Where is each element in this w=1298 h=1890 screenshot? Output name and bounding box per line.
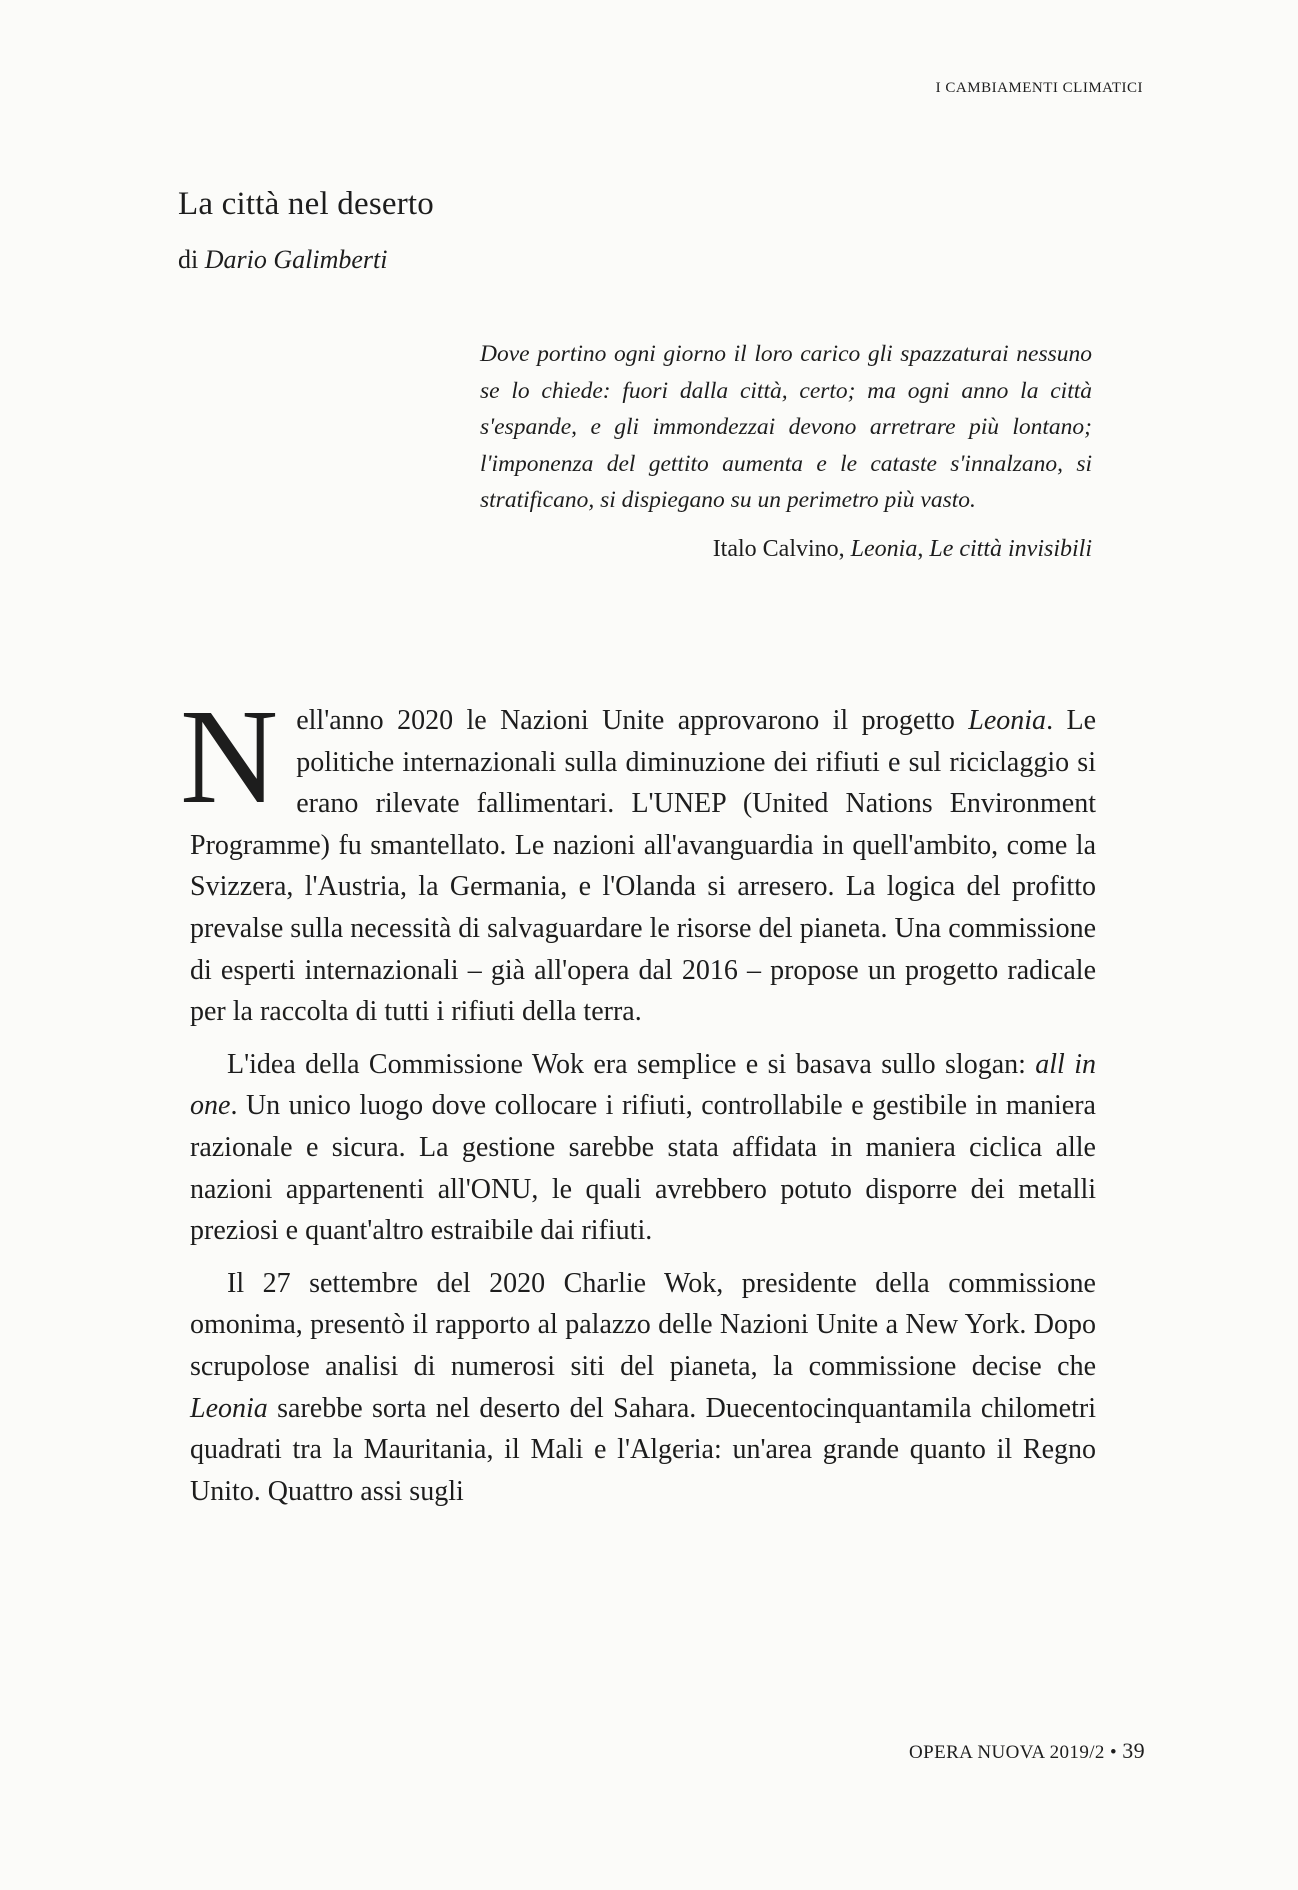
- footer-separator: •: [1109, 1742, 1118, 1763]
- author-name: Dario Galimberti: [204, 245, 388, 274]
- paragraph-2: [190, 1044, 1096, 1252]
- paragraph-3-text-a: Il 27 settembre del 2020 Charlie Wok, presidente della commissione omonima, presentò il rapporto al palazzo delle Nazioni Unite a New York. Dopo scrupolose analisi di numerosi siti del pianeta, la commissione decise che: [190, 1267, 1096, 1382]
- running-head: I CAMBIAMENTI CLIMATICI: [935, 80, 1143, 96]
- epigraph-source-author: Italo Calvino,: [712, 535, 851, 562]
- byline-prefix: di: [178, 245, 205, 274]
- epigraph-source-work-1: Leonia: [850, 535, 918, 562]
- epigraph-source-work-2: Le città invisibili: [929, 535, 1092, 562]
- epigraph: [480, 336, 1092, 568]
- paragraph-1: [180, 682, 1096, 1033]
- journal-issue: OPERA NUOVA 2019/2: [908, 1742, 1105, 1763]
- epigraph-text: Dove portino ogni giorno il loro carico gli spazzaturai nessuno se lo chiede: fuori dalla città, certo; ma ogni anno la città s'espande, e gli immondezzai devono arretrare più lontano; l'imponenza del gettito aumenta e le cataste s'innalzano, si stratificano, si dispiegano su un perimetro più vasto.: [480, 341, 1092, 514]
- page-number: 39: [1122, 1738, 1145, 1763]
- paragraph-3-text-b: sarebbe sorta nel deserto del Sahara. Duecentocinquantamila chilometri quadrati tra la Mauritania, il Mali e l'Algeria: un'area grande quanto il Regno Unito. Quattro assi sugli: [190, 1392, 1096, 1507]
- epigraph-source-separator: ,: [917, 535, 930, 562]
- paragraph-1-text-b: . Le politiche internazionali sulla diminuzione dei rifiuti e sul riciclaggio si erano rilevate fallimentari. L'UNEP (United Nations Environment Programme) fu smantellato. Le nazioni all'avanguardia in quell'ambito, come la Svizzera, l'Austria, la Germania, e l'Olanda si arresero. La logica del profitto prevalse sulla necessità di salvaguardare le risorse del pianeta. Una commissione di esperti internazionali – già all'opera dal 2016 – propose un progetto radicale per la raccolta di tutti i rifiuti della terra.: [190, 705, 1096, 1028]
- paragraph-3-italic: Leonia: [190, 1392, 268, 1424]
- paragraph-3: [190, 1263, 1096, 1513]
- epigraph-source: [480, 531, 1092, 568]
- page-footer: [909, 1738, 1145, 1764]
- paragraph-1-italic: Leonia: [968, 705, 1047, 736]
- paragraph-2-text-a: L'idea della Commissione Wok era semplice e si basava sullo slogan:: [227, 1048, 1036, 1080]
- paragraph-2-text-b: . Un unico luogo dove collocare i rifiuti, controllabile e gestibile in maniera razionale e sicura. La gestione sarebbe stata affidata in maniera ciclica alle nazioni appartenenti all'ONU, le quali avrebbero potuto disporre dei metalli preziosi e quant'altro estraibile dai rifiuti.: [190, 1090, 1096, 1247]
- byline: [178, 245, 387, 275]
- paragraph-1-text-a: ell'anno 2020 le Nazioni Unite approvarono il progetto: [296, 705, 969, 736]
- drop-cap: N: [180, 682, 279, 832]
- article-title: La città nel deserto: [178, 186, 434, 222]
- paragraph-2-italic: all in one: [190, 1048, 1096, 1122]
- article-body: [180, 682, 1096, 1512]
